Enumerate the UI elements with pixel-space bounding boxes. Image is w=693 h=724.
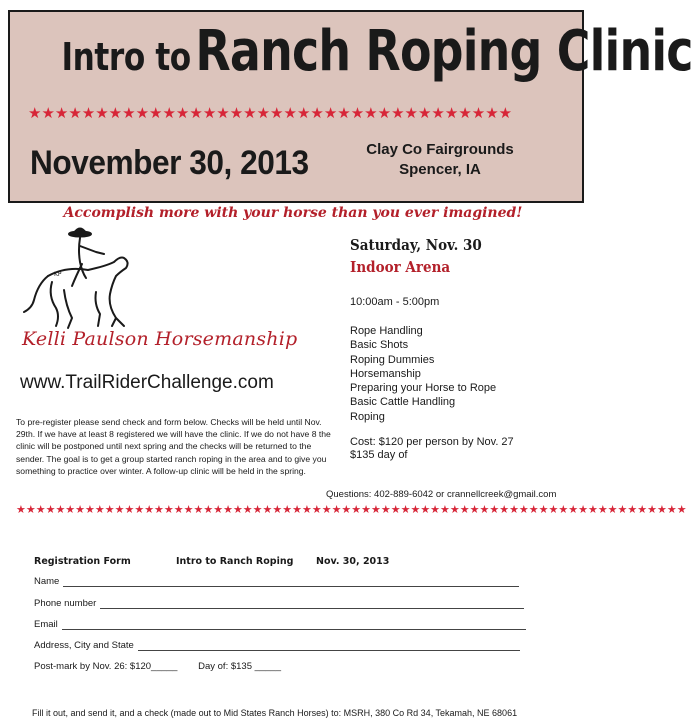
registration-note: To pre-register please send check and form below. Checks will be held until Nov. 29th. If we have at least 8 registered we will have the clinic. If we do not have 8 the clinic will be postponed until next spring and the checks will be returned to the sender. The goal is to get a group started ranch roping in the area and to give you something to practice over winter. A follow-up clinic will be held in the spring.: [16, 417, 331, 476]
address-label: Address, City and State: [34, 640, 134, 651]
star-divider-top: ★★★★★★★★★★★★★★★★★★★★★★★★★★★★★★★★★★★★: [28, 104, 513, 122]
topic-item: Basic Cattle Handling: [350, 396, 456, 409]
event-location: [340, 140, 540, 180]
address-field[interactable]: [34, 640, 520, 651]
topic-item: Horsemanship: [350, 367, 421, 380]
event-venue: Indoor Arena: [350, 258, 451, 276]
topic-item: Roping: [350, 410, 385, 423]
location-line-1: Clay Co Fairgrounds: [366, 141, 514, 158]
title-main: Ranch Roping Clinic: [195, 19, 693, 84]
cost-line-2: $135 day of: [350, 449, 408, 461]
tagline: Accomplish more with your horse than you ever imagined!: [63, 205, 523, 221]
cost-line-1: Cost: $120 per person by Nov. 27: [350, 436, 514, 448]
website-url[interactable]: www.TrailRiderChallenge.com: [20, 372, 274, 393]
postmark-price: Post-mark by Nov. 26: $120_____: [34, 661, 178, 672]
title-intro: Intro to: [61, 35, 191, 79]
phone-field[interactable]: [34, 598, 524, 609]
phone-line[interactable]: [100, 598, 524, 609]
brand-name: Kelli Paulson Horsemanship: [22, 328, 298, 350]
location-line-2: Spencer, IA: [399, 161, 481, 178]
dayof-price: Day of: $135 _____: [198, 661, 282, 672]
topic-item: Rope Handling: [350, 325, 423, 337]
address-line[interactable]: [138, 640, 520, 651]
contact-info: Questions: 402-889-6042 or crannellcreek@gmail.com: [326, 489, 557, 500]
phone-label: Phone number: [34, 598, 97, 609]
payment-row: [34, 661, 281, 672]
name-label: Name: [34, 576, 60, 587]
page-title: [61, 19, 693, 84]
topic-item: Preparing your Horse to Rope: [350, 382, 497, 395]
title-banner: [8, 10, 693, 203]
event-date: November 30, 2013: [30, 144, 309, 182]
email-label: Email: [34, 619, 58, 630]
name-field[interactable]: [34, 576, 519, 587]
event-day: Saturday, Nov. 30: [350, 236, 482, 254]
email-line[interactable]: [62, 619, 526, 630]
topic-list: [350, 324, 496, 424]
topic-item: Basic Shots: [350, 339, 409, 352]
email-field[interactable]: [34, 619, 526, 630]
cost-info: [350, 436, 514, 462]
topic-item: Roping Dummies: [350, 353, 435, 366]
name-line[interactable]: [63, 576, 519, 587]
logo-initials: KP: [54, 271, 62, 278]
form-date: Nov. 30, 2013: [316, 556, 390, 567]
event-time: 10:00am - 5:00pm: [350, 296, 440, 308]
form-heading: Registration Form: [34, 556, 131, 567]
star-divider-middle: ★★★★★★★★★★★★★★★★★★★★★★★★★★★★★★★★★★★★★★★★★★★★★★★★★★★★★★★★★★★★★★★★★★★★: [16, 503, 687, 516]
mailing-instructions: Fill it out, and send it, and a check (made out to Mid States Ranch Horses) to: MSRH, 380 Co Rd 34, Tekamah, NE 68061: [32, 708, 518, 718]
form-event: Intro to Ranch Roping: [176, 556, 294, 567]
